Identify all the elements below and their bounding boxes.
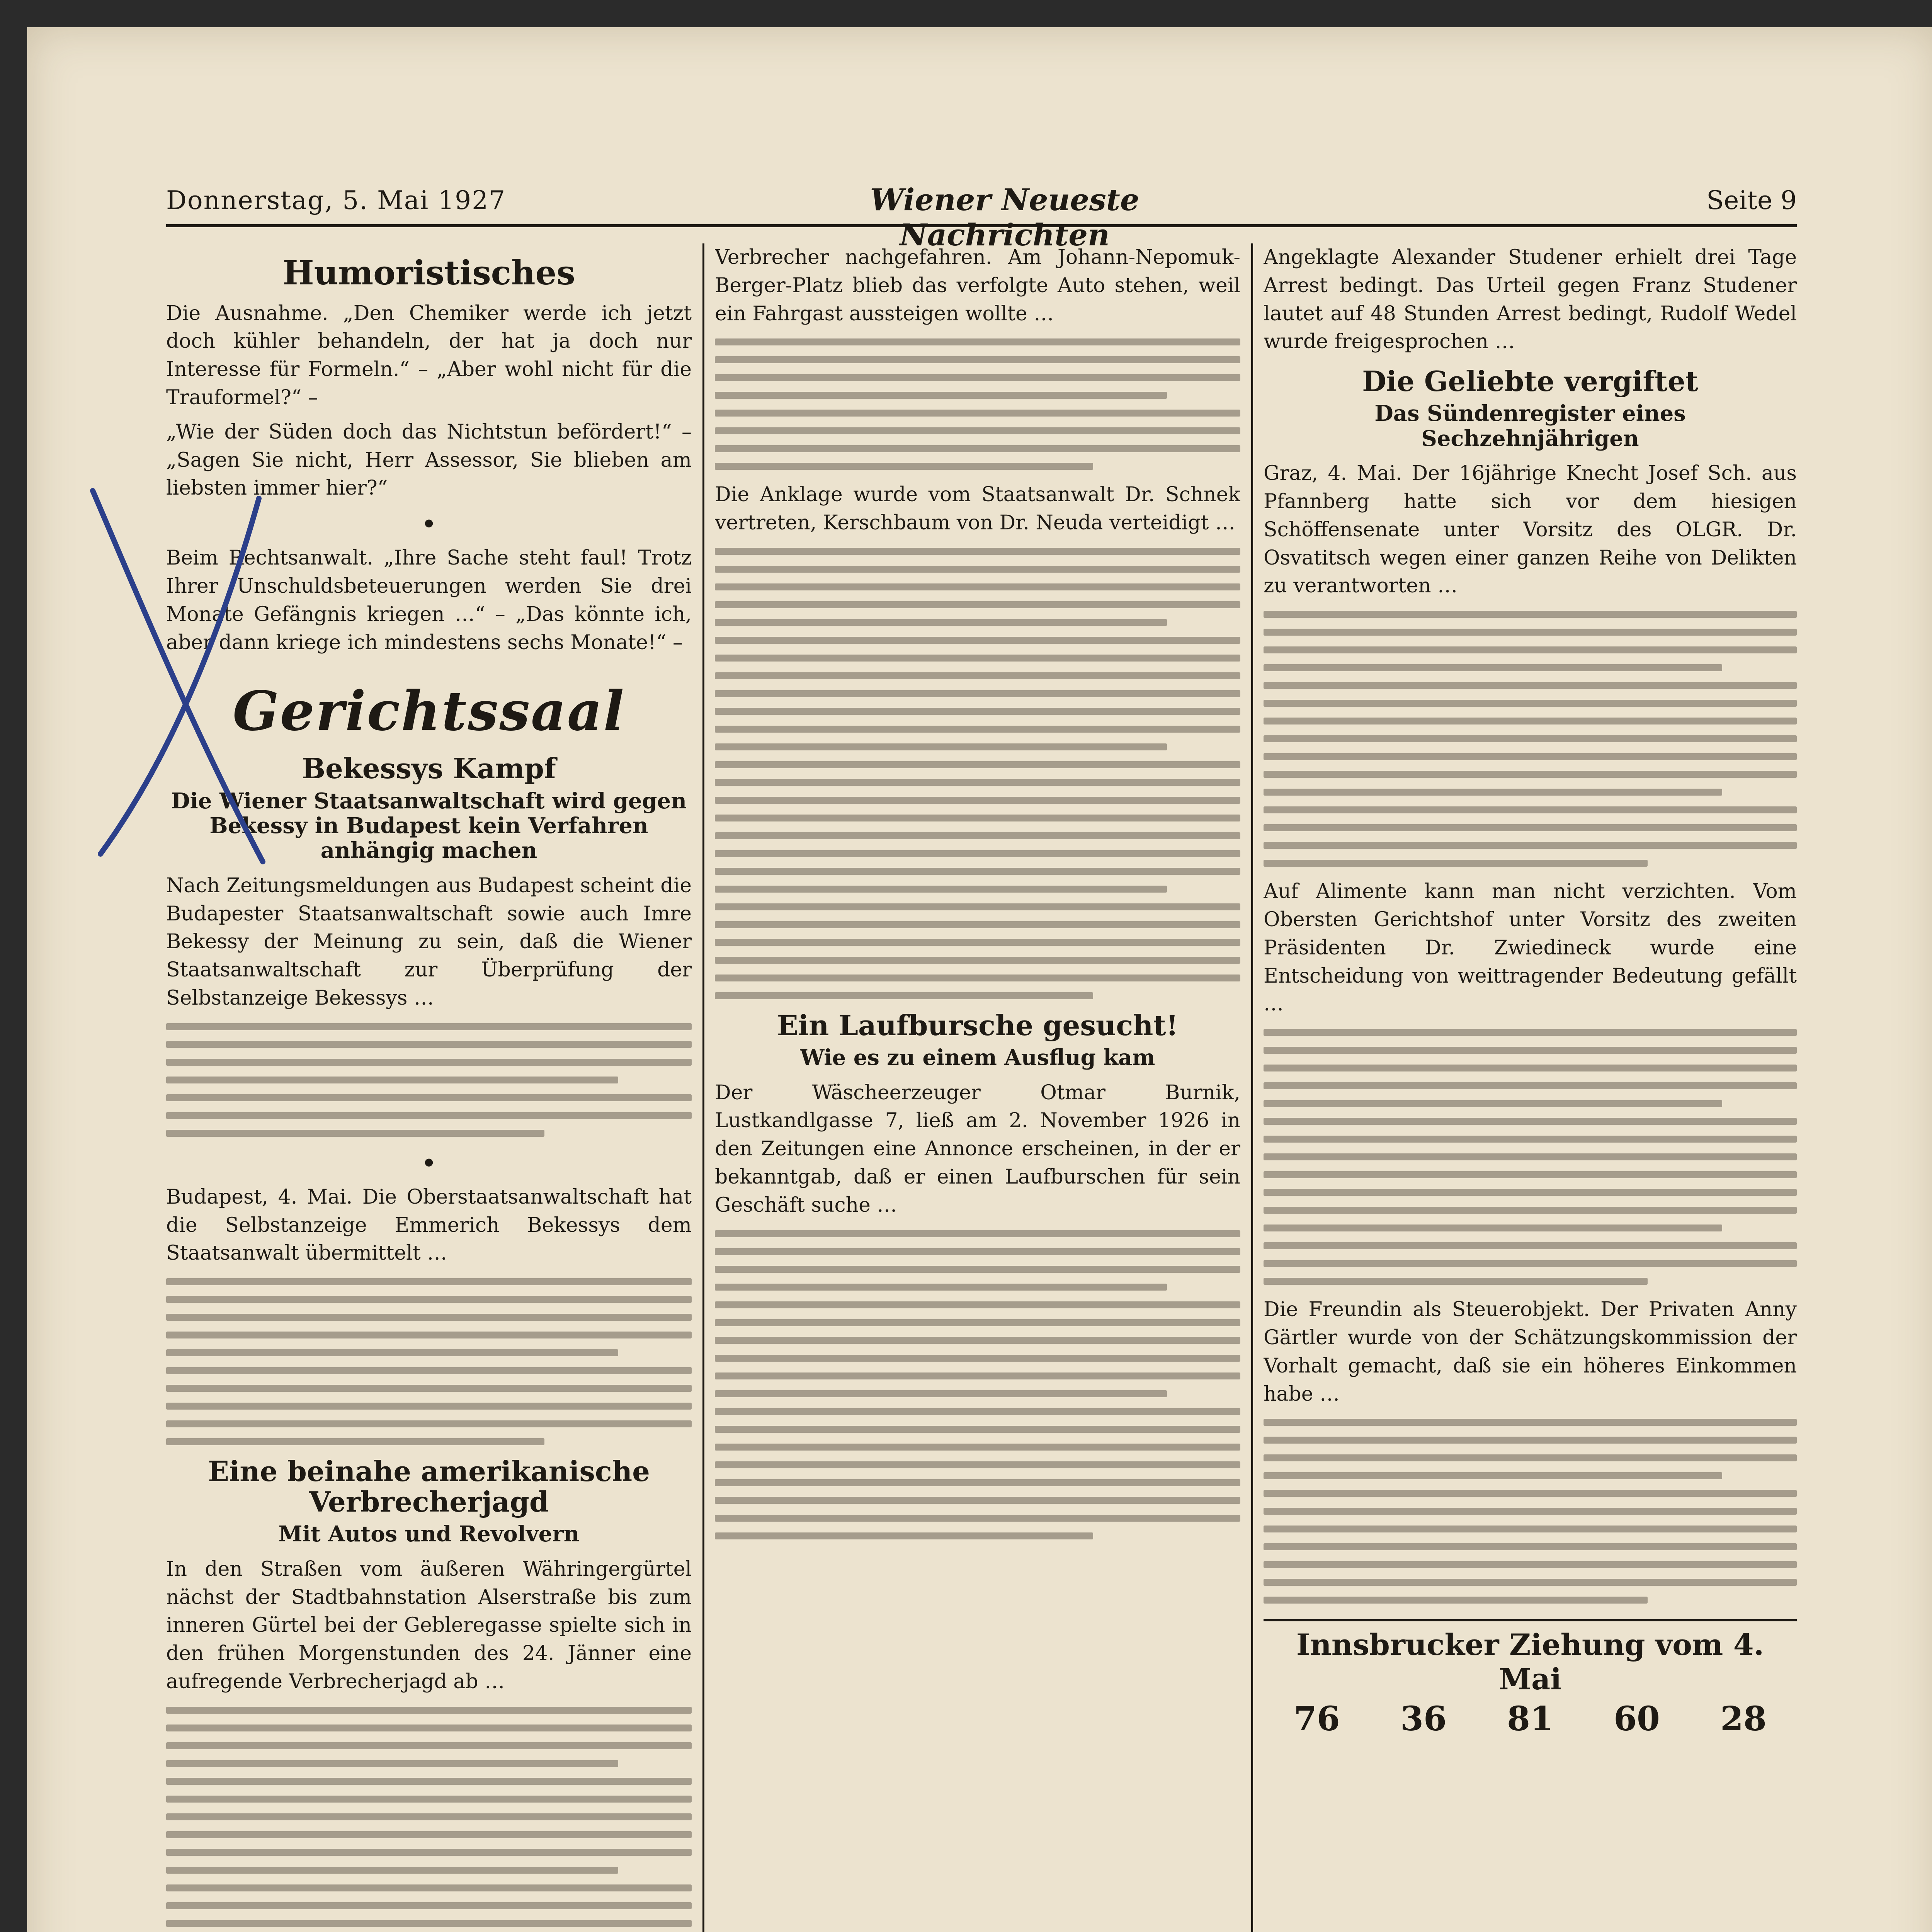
- newspaper-page: [27, 27, 1932, 1932]
- text-lines: [1264, 1029, 1797, 1285]
- lottery-results: [1264, 1619, 1797, 1738]
- article-title: Eine beinahe amerikanische Verbrecherjagd: [208, 1455, 650, 1519]
- article-text: Die Anklage wurde vom Staatsanwalt Dr. Schnek vertreten, Kerschbaum von Dr. Neuda verteidigt …: [715, 483, 1240, 535]
- text-lines: [715, 338, 1240, 470]
- text-lines: [166, 1023, 692, 1137]
- article-text: Auf Alimente kann man nicht verzichten. Vom Obersten Gerichtshof unter Vorsitz des zweiten Präsidenten Dr. Zwiedineck wurde eine Entscheidung von weittragender Bedeutung gefällt …: [1264, 880, 1797, 1016]
- article-subtitle: Das Sündenregister eines Sechzehnjährigen: [1374, 401, 1686, 451]
- article-text: In den Straßen vom äußeren Währingergürtel nächst der Stadtbahnstation Alserstraße bis zum inneren Gürtel bei der Gebleregasse spielte sich in den frühen Morgenstunden des 24. Jänner eine aufregende Verbrecherjagd ab …: [166, 1557, 692, 1694]
- text-lines: [166, 1278, 692, 1445]
- column-3: [1264, 243, 1797, 1932]
- humor-heading: Humoristisches: [282, 253, 575, 293]
- article-title: Bekessys Kampf: [302, 752, 556, 785]
- humor-text: Beim Rechtsanwalt. „Ihre Sache steht faul! Trotz Ihrer Unschuldsbeteuerungen werden Sie drei Monate Gefängnis kriegen …“ – „Das könnte ich, aber dann kriege ich mindestens sechs Monate!“ –: [166, 546, 692, 654]
- article-title: Ein Laufbursche gesucht!: [777, 1009, 1179, 1042]
- article-text: Graz, 4. Mai. Der 16jährige Knecht Josef Sch. aus Pfannberg hatte sich vor dem hiesigen Schöffensenate unter Vorsitz des OLGR. Dr. Osvatitsch wegen einer ganzen Reihe von Delikten zu verantworten …: [1264, 462, 1797, 598]
- humor-text: „Wie der Süden doch das Nichtstun befördert!“ – „Sagen Sie nicht, Herr Assessor, Sie blieben am liebsten immer hier?“: [166, 420, 692, 500]
- lottery-number: 36: [1400, 1699, 1447, 1739]
- issue-date: Donnerstag, 5. Mai 1927: [166, 185, 506, 215]
- lottery-numbers: [1264, 1699, 1797, 1738]
- article-subtitle: Die Wiener Staatsanwaltschaft wird gegen Bekessy in Budapest kein Verfahren anhängig machen: [171, 788, 687, 864]
- section-title-gerichtssaal: Gerichtssaal: [233, 680, 625, 743]
- humor-text: Die Ausnahme. „Den Chemiker werde ich jetzt doch kühler behandeln, der hat ja doch nur Interesse für Formeln.“ – „Aber wohl nicht für die Trauformel?“ –: [166, 301, 692, 409]
- article-subtitle: Wie es zu einem Ausflug kam: [800, 1045, 1155, 1071]
- lottery-number: 76: [1294, 1699, 1340, 1739]
- column-divider: [1251, 243, 1253, 1932]
- text-lines: [715, 1230, 1240, 1539]
- separator-dot: •: [421, 509, 437, 541]
- masthead: [166, 182, 1797, 253]
- lottery-title: Innsbrucker Ziehung vom 4. Mai: [1296, 1628, 1764, 1697]
- lottery-number: 28: [1720, 1699, 1767, 1739]
- article-text: Nach Zeitungsmeldungen aus Budapest scheint die Budapester Staatsanwaltschaft sowie auch Imre Bekessy der Meinung zu sein, daß die Wiener Staatsanwaltschaft zur Überprüfung der Selbstanzeige Bekessys …: [166, 874, 692, 1010]
- newspaper-name: Wiener Neueste Nachrichten: [870, 182, 1139, 253]
- text-lines: [166, 1707, 692, 1932]
- article-title: Die Geliebte vergiftet: [1362, 365, 1698, 398]
- text-lines: [1264, 1419, 1797, 1604]
- article-text: Budapest, 4. Mai. Die Oberstaatsanwaltschaft hat die Selbstanzeige Emmerich Bekessys dem Staatsanwalt übermittelt …: [166, 1185, 692, 1265]
- article-text: Die Freundin als Steuerobjekt. Der Privaten Anny Gärtler wurde von der Schätzungskommission der Vorhalt gemacht, daß sie ein höheres Einkommen habe …: [1264, 1298, 1797, 1406]
- article-text: Angeklagte Alexander Studener erhielt drei Tage Arrest bedingt. Das Urteil gegen Franz Studener lautet auf 48 Stunden Arrest bedingt, Rudolf Wedel wurde freigesprochen …: [1264, 246, 1797, 354]
- separator-dot: •: [421, 1147, 437, 1179]
- article-text: Der Wäscheerzeuger Otmar Burnik, Lustkandlgasse 7, ließ am 2. November 1926 in den Zeitungen eine Annonce erscheinen, in der er bekanntgab, daß er einen Laufburschen für sein Geschäft suche …: [715, 1081, 1240, 1217]
- text-lines: [715, 548, 1240, 999]
- handwritten-x-mark: [77, 483, 278, 869]
- lottery-number: 60: [1614, 1699, 1660, 1739]
- lottery-number: 81: [1507, 1699, 1553, 1739]
- column-divider: [702, 243, 704, 1932]
- column-2: [715, 243, 1240, 1932]
- article-subtitle: Mit Autos und Revolvern: [278, 1521, 580, 1547]
- article-text: Verbrecher nachgefahren. Am Johann-Nepomuk-Berger-Platz blieb das verfolgte Auto stehen, weil ein Fahrgast aussteigen wollte …: [715, 246, 1240, 325]
- text-lines: [1264, 611, 1797, 867]
- page-number: Seite 9: [1706, 185, 1797, 215]
